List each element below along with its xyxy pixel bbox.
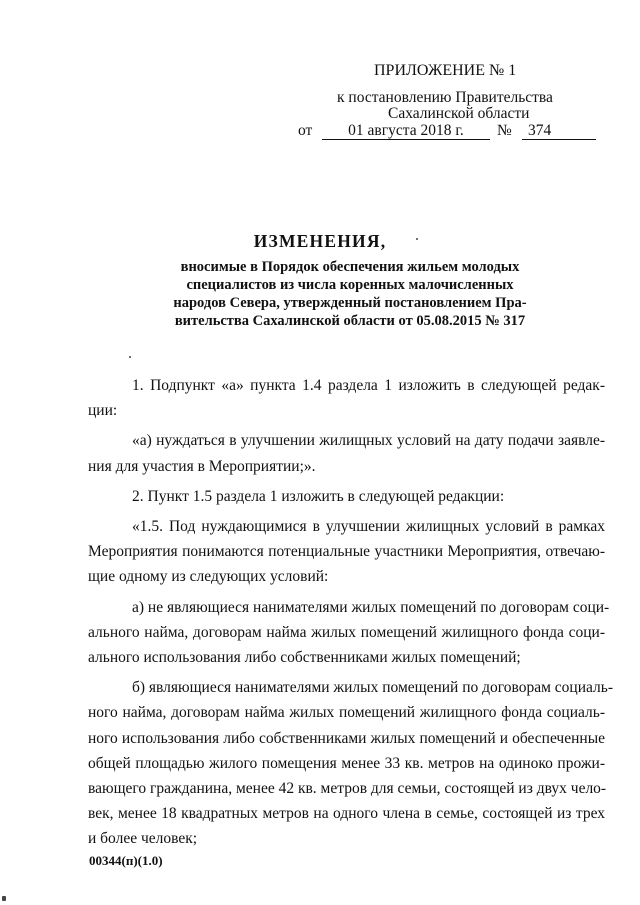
subtitle-line: специалистов из числа коренных малочисленных: [186, 277, 514, 293]
subtitle-line: вносимые в Порядок обеспечения жильем молодых: [180, 259, 520, 275]
body-line: Мероприятия понимаются потенциальные участники Мероприятия, отвечаю-: [88, 543, 605, 561]
appendix-date: 01 августа 2018 г.: [322, 122, 490, 140]
scan-speck: [129, 356, 131, 358]
body-line: ального использования либо собственниками жилых помещений;: [88, 649, 521, 667]
body-line: 1. Подпункт «а» пункта 1.4 раздела 1 изложить в следующей редак-: [132, 377, 605, 394]
body-line: а) не являющиеся нанимателями жилых помещений по договорам соци-: [132, 598, 610, 616]
body-line: ции:: [88, 402, 118, 420]
footer-document-code: 00344(п)(1.0): [89, 853, 163, 868]
body-line: ного найма, договорам найма жилых помещений жилищного фонда социаль-: [88, 704, 605, 722]
body-line: и более человек;: [88, 830, 198, 848]
body-line: век, менее 18 квадратных метров на одного члена в семье, состоящей из трех: [88, 805, 605, 823]
body-line: щие одному из следующих условий:: [88, 568, 329, 586]
subtitle-line: вительства Сахалинской области от 05.08.2015 № 317: [174, 313, 526, 329]
subtitle-line: народов Севера, утвержденный постановлением Пра-: [173, 295, 527, 311]
body-line: б) являющиеся нанимателями жилых помещений по договорам социаль-: [132, 679, 613, 697]
body-line: «1.5. Под нуждающимися в улучшении жилищных условий в рамках: [132, 518, 605, 536]
body-line: «а) нуждаться в улучшении жилищных условий на дату подачи заявле-: [132, 432, 605, 450]
body-line: ния для участия в Мероприятии;».: [88, 457, 316, 475]
appendix-reference-line2: Сахалинской области: [388, 105, 530, 122]
document-body: [88, 373, 613, 852]
appendix-number: 374: [522, 122, 596, 140]
appendix-from-label: от: [298, 122, 313, 139]
body-line: вающего гражданина, менее 42 кв. метров для семьи, состоящей из двух чело-: [88, 780, 607, 798]
body-line: ного использования либо собственниками жилых помещений и обеспеченные: [88, 729, 605, 747]
appendix-title: ПРИЛОЖЕНИЕ № 1: [374, 62, 517, 79]
document-subtitle: [160, 258, 540, 330]
body-line: 2. Пункт 1.5 раздела 1 изложить в следующей редакции:: [132, 487, 505, 505]
appendix-number-label: №: [497, 122, 512, 139]
body-line: ального найма, договорам найма жилых помещений жилищного фонда соци-: [88, 623, 605, 641]
document-title: ИЗМЕНЕНИЯ,: [253, 231, 387, 251]
body-line: общей площадью жилого помещения менее 33 кв. метров на одиноко прожи-: [88, 754, 605, 772]
scan-speck: [416, 238, 418, 240]
scan-speck: [2, 896, 6, 901]
appendix-reference-line1: к постановлению Правительства: [337, 89, 553, 106]
